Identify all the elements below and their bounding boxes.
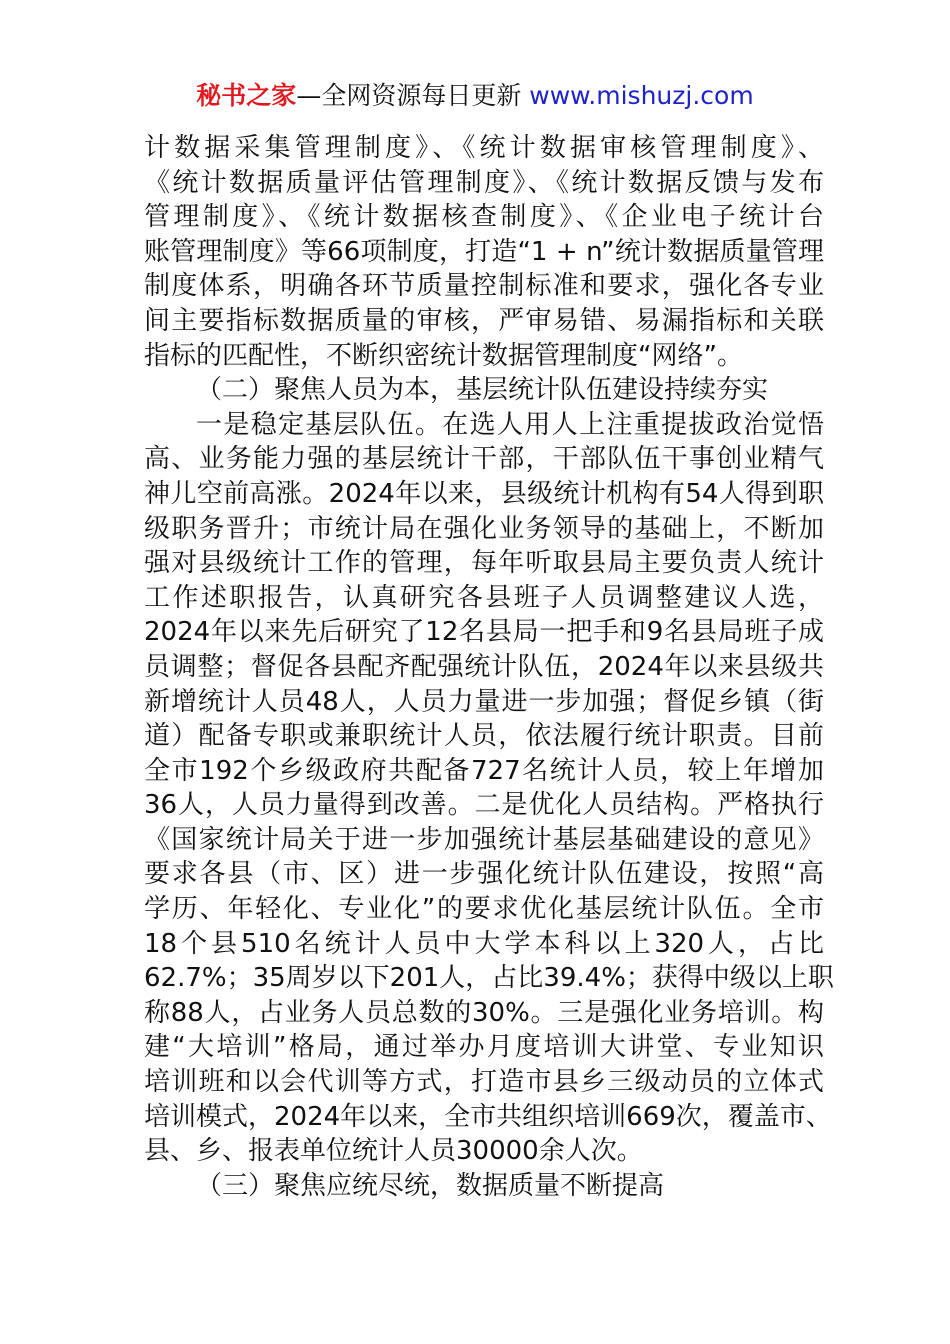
body-line: 培训班和以会代训等方式，打造市县乡三级动员的立体式 <box>144 1067 824 1098</box>
site-header <box>0 78 950 114</box>
body-line: 道）配备专职或兼职统计人员，依法履行统计职责。目前 <box>144 721 824 752</box>
body-line: 2024年以来先后研究了12名县局一把手和9名县局班子成 <box>144 617 824 648</box>
site-brand: 秘书之家 <box>196 81 297 110</box>
body-line: 间主要指标数据质量的审核，严审易错、易漏指标和关联 <box>144 305 824 336</box>
body-line: 员调整；督促各县配齐配强统计队伍，2024年以来县级共 <box>144 651 824 682</box>
body-line: 计数据采集管理制度》、《统计数据审核管理制度》、 <box>144 133 824 163</box>
body-line: 要求各县（市、区）进一步强化统计队伍建设，按照“高 <box>144 859 824 890</box>
body-line: 账管理制度》等66项制度，打造“1 + n”统计数据质量管理 <box>144 236 824 267</box>
body-line: 强对县级统计工作的管理，每年听取县局主要负责人统计 <box>144 548 824 579</box>
body-line: 称88人，占业务人员总数的30%。三是强化业务培训。构 <box>144 997 824 1028</box>
body-line: 神儿空前高涨。2024年以来，县级统计机构有54人得到职 <box>144 478 824 509</box>
body-line: 《国家统计局关于进一步加强统计基层基础建设的意见》 <box>144 824 824 855</box>
body-line: 高、业务能力强的基层统计干部，干部队伍干事创业精气 <box>144 444 824 475</box>
body-line: 县、乡、报表单位统计人员30000余人次。 <box>144 1136 643 1167</box>
body-line: 建“大培训”格局，通过举办月度培训大讲堂、专业知识 <box>144 1032 824 1063</box>
body-line: 制度体系，明确各环节质量控制标准和要求，强化各专业 <box>144 271 824 302</box>
body-line: 级职务晋升；市统计局在强化业务领导的基础上，不断加 <box>144 513 824 544</box>
body-line: 指标的匹配性，不断织密统计数据管理制度“网络”。 <box>144 340 743 371</box>
body-line: 36人，人员力量得到改善。二是优化人员结构。严格执行 <box>144 790 824 821</box>
body-line: 学历、年轻化、专业化”的要求优化基层统计队伍。全市 <box>144 894 824 925</box>
body-line: 培训模式，2024年以来，全市共组织培训669次，覆盖市、 <box>144 1101 832 1132</box>
body-line: 新增统计人员48人，人员力量进一步加强；督促乡镇（街 <box>144 686 824 717</box>
site-url[interactable]: www.mishuzj.com <box>529 81 754 110</box>
body-line: 工作述职报告，认真研究各县班子人员调整建议人选， <box>144 582 824 613</box>
site-tagline: —全网资源每日更新 <box>296 81 530 110</box>
body-line: 一是稳定基层队伍。在选人用人上注重提拔政治觉悟 <box>196 409 824 440</box>
document-body <box>144 131 834 1203</box>
section-heading: （二）聚焦人员为本，基层统计队伍建设持续夯实 <box>196 375 769 406</box>
section-heading: （三）聚焦应统尽统，数据质量不断提高 <box>196 1170 665 1201</box>
body-line: 18个县510名统计人员中大学本科以上320人，占比 <box>144 928 824 959</box>
body-line: 管理制度》、《统计数据核查制度》、《企业电子统计台 <box>144 202 824 233</box>
body-line: 62.7%；35周岁以下201人，占比39.4%；获得中级以上职 <box>144 963 834 994</box>
body-line: 全市192个乡级政府共配备727名统计人员，较上年增加 <box>144 755 824 786</box>
body-line: 《统计数据质量评估管理制度》、《统计数据反馈与发布 <box>144 167 824 198</box>
